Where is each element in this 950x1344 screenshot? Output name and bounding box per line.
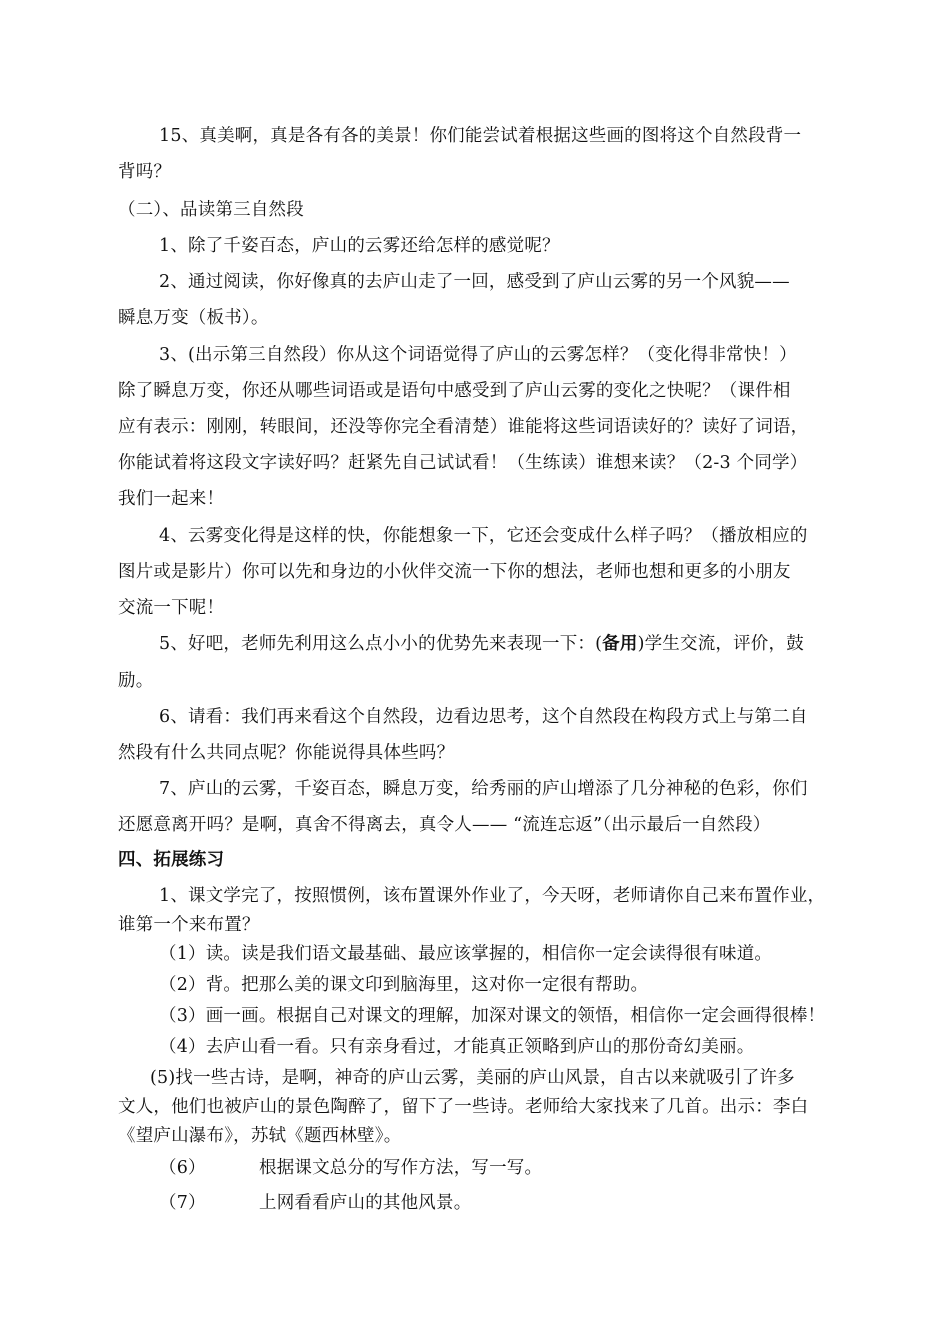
exercise-item-3: （3）画一画。根据自己对课文的理解，加深对课文的领悟，相信你一定会画得很棒！	[159, 1006, 826, 1026]
paragraph-5-line-2: 励。	[118, 671, 154, 691]
exercise-item-5-line-2: 文人，他们也被庐山的景色陶醉了，留下了一些诗。老师给大家找来了几首。出示：李白	[118, 1097, 809, 1117]
exercise-item-2: （2）背。把那么美的课文印到脑海里，这对你一定很有帮助。	[159, 975, 649, 995]
paragraph-3-line-3: 应有表示：刚刚，转眼间，还没等你完全看清楚）谁能将这些词语读好的？读好了词语，	[118, 417, 809, 437]
exercise-item-7	[159, 1191, 471, 1215]
paragraph-3-line-1: 3、(出示第三自然段）你从这个词语觉得了庐山的云雾怎样？（变化得非常快！）	[159, 345, 797, 365]
paragraph-3-line-2: 除了瞬息万变，你还从哪些词语或是语句中感受到了庐山云雾的变化之快呢？（课件相	[118, 381, 791, 401]
paragraph-6-line-2: 然段有什么共同点呢？你能说得具体些吗？	[118, 743, 455, 763]
paragraph-2-line-1: 2、通过阅读，你好像真的去庐山走了一回，感受到了庐山云雾的另一个风貌——	[159, 272, 790, 292]
exercise-item-6	[159, 1156, 542, 1180]
section-2-heading: （二）、品读第三自然段	[118, 200, 304, 220]
paragraph-1: 1、除了千姿百态，庐山的云雾还给怎样的感觉呢？	[159, 236, 560, 256]
paragraph-4-line-2: 图片或是影片）你可以先和身边的小伙伴交流一下你的想法，老师也想和更多的小朋友	[118, 562, 791, 582]
exercise-intro-line-2: 谁第一个来布置？	[118, 915, 260, 935]
paragraph-5-bold-text: 备用	[602, 634, 638, 654]
paragraph-15-line-2: 背吗？	[118, 162, 172, 182]
paragraph-3-line-5: 我们一起来！	[118, 489, 225, 509]
paragraph-5-text-a: 5、好吧，老师先利用这么点小小的优势先来表现一下：(	[159, 634, 603, 654]
paragraph-5-line-1	[159, 632, 804, 656]
exercise-item-1: （1）读。读是我们语文最基础、最应该掌握的，相信你一定会读得很有味道。	[159, 944, 773, 964]
paragraph-3-line-4: 你能试着将这段文字读好吗？赶紧先自己试试看！（生练读）谁想来读？（2-3 个同学）	[118, 453, 808, 473]
section-4-heading: 四、拓展练习	[118, 850, 225, 870]
exercise-item-5-line-1: (5)找一些古诗，是啊，神奇的庐山云雾，美丽的庐山风景，自古以来就吸引了许多	[150, 1068, 795, 1088]
exercise-item-7-text: 上网看看庐山的其他风景。	[259, 1193, 472, 1213]
paragraph-6-line-1: 6、请看：我们再来看这个自然段，边看边思考，这个自然段在构段方式上与第二自	[159, 707, 808, 727]
paragraph-4-line-1: 4、云雾变化得是这样的快，你能想象一下，它还会变成什么样子吗？（播放相应的	[159, 526, 808, 546]
paragraph-15-line-1: 15、真美啊，真是各有各的美景！你们能尝试着根据这些画的图将这个自然段背一	[159, 126, 802, 146]
paragraph-4-line-3: 交流一下呢！	[118, 598, 225, 618]
exercise-item-4: （4）去庐山看一看。只有亲身看过，才能真正领略到庐山的那份奇幻美丽。	[159, 1037, 755, 1057]
paragraph-7-line-1: 7、庐山的云雾，千姿百态，瞬息万变，给秀丽的庐山增添了几分神秘的色彩，你们	[159, 779, 808, 799]
paragraph-5-text-b: )学生交流，评价，鼓	[637, 634, 804, 654]
exercise-item-6-number: （6）	[159, 1158, 206, 1178]
exercise-item-5-line-3: 《望庐山瀑布》，苏轼《题西林壁》。	[118, 1126, 402, 1146]
paragraph-2-line-2: 瞬息万变（板书）。	[118, 308, 269, 328]
exercise-intro-line-1: 1、课文学完了，按照惯例，该布置课外作业了，今天呀，老师请你自己来布置作业，	[159, 886, 826, 906]
exercise-item-6-text: 根据课文总分的写作方法，写一写。	[259, 1158, 543, 1178]
paragraph-7-line-2: 还愿意离开吗？是啊，真舍不得离去，真令人—— “流连忘返”（出示最后一自然段）	[118, 815, 771, 835]
exercise-item-7-number: （7）	[159, 1193, 206, 1213]
